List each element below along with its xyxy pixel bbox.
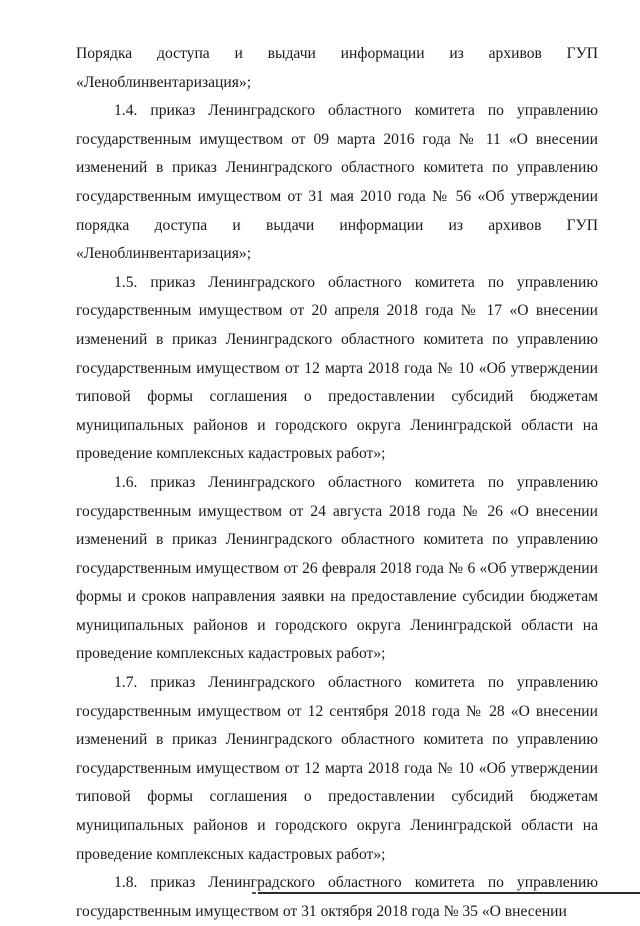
paragraph-item-1-6: 1.6. приказ Ленинградского областного комитета по управлению государственным имуществом от 24 августа 2018 года № 26 «О внесении изменений в приказ Ленинградского областного комитета по управлению государственным имуществом от 26 февраля 2018 года № 6 «Об утверждении формы и сроков направления заявки на предоставление субсидии бюджетам муниципальных районов и городского округа Ленинградской области на проведение комплексных кадастровых работ»; [76,473,598,663]
document-body [76,40,598,926]
paragraph-item-1-4: 1.4. приказ Ленинградского областного комитета по управлению государственным имуществом от 09 марта 2016 года № 11 «О внесении изменений в приказ Ленинградского областного комитета по управлению государственным имуществом от 31 мая 2010 года № 56 «Об утверждении порядка доступа и выдачи информации из архивов ГУП «Леноблинвентаризация»; [76,102,598,263]
scan-edge-fragment [252,892,256,894]
paragraph-item-1-7: 1.7. приказ Ленинградского областного комитета по управлению государственным имуществом от 12 сентября 2018 года № 28 «О внесении изменений в приказ Ленинградского областного комитета по управлению государственным имуществом от 12 марта 2018 года № 10 «Об утверждении типовой формы соглашения о предоставлении субсидий бюджетам муниципальных районов и городского округа Ленинградской области на проведение комплексных кадастровых работ»; [76,674,598,863]
paragraph-item-1-5: 1.5. приказ Ленинградского областного комитета по управлению государственным имуществом от 20 апреля 2018 года № 17 «О внесении изменений в приказ Ленинградского областного комитета по управлению государственным имуществом от 12 марта 2018 года № 10 «Об утверждении типовой формы соглашения о предоставлении субсидий бюджетам муниципальных районов и городского округа Ленинградской области на проведение комплексных кадастровых работ»; [76,273,598,463]
paragraph-continuation: Порядка доступа и выдачи информации из архивов ГУП «Леноблинвентаризация»; [76,45,598,91]
paragraph-item-1-8: 1.8. приказ Ленинградского областного комитета по управлению государственным имуществом от 31 октября 2018 года № 35 «О внесении [76,874,598,920]
scan-bottom-edge-line [258,892,640,894]
